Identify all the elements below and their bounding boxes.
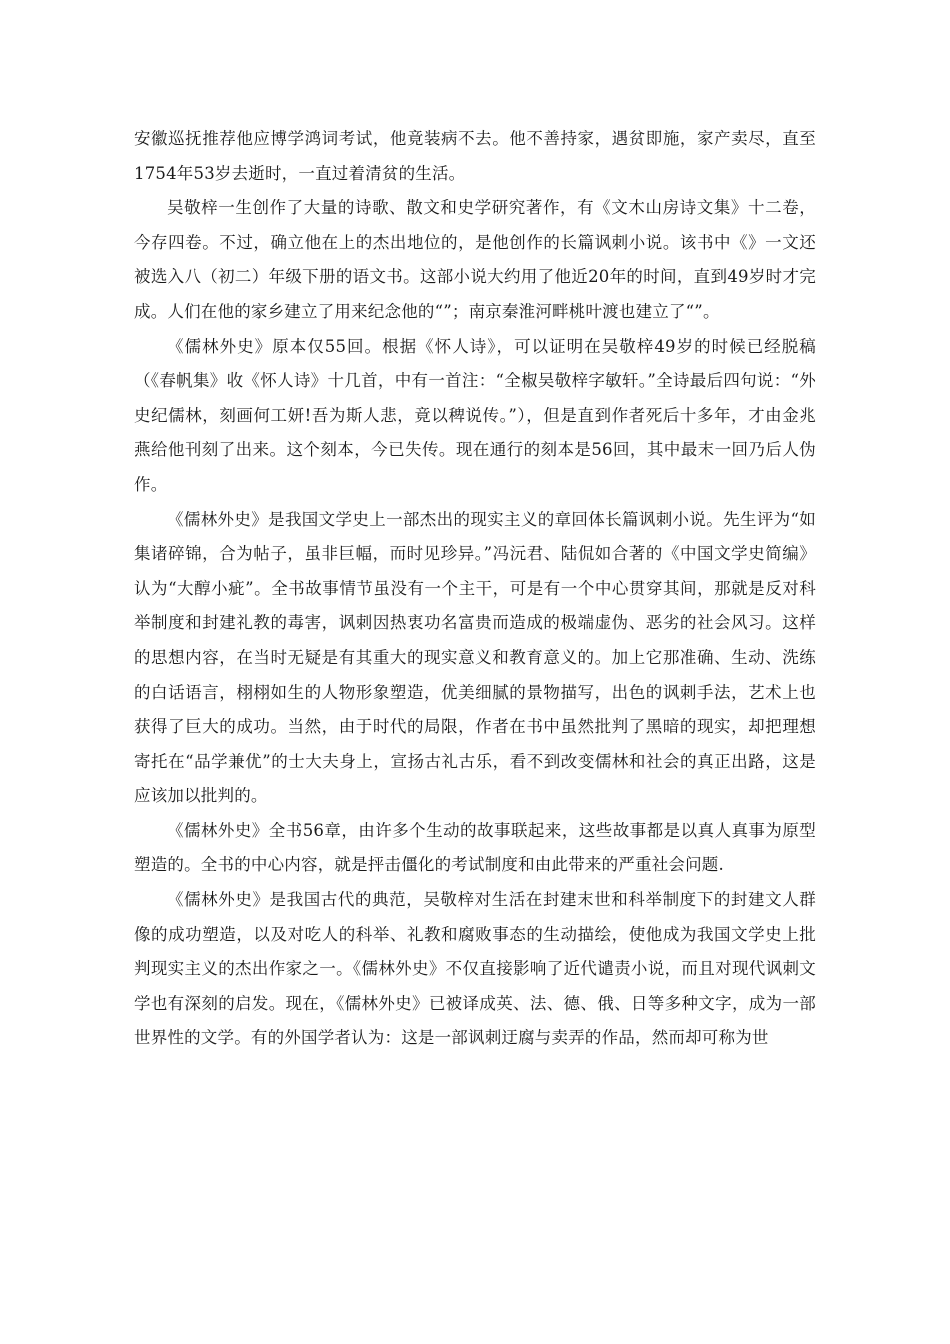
- paragraph-author-works: 吴敬梓一生创作了大量的诗歌、散文和史学研究著作，有《文木山房诗文集》十二卷，今存四卷。不过，确立他在上的杰出地位的，是他创作的长篇讽刺小说。该书中《》一文还被选入八（初二）年级下册的语文书。这部小说大约用了他近20年的时间，直到49岁时才完成。人们在他的家乡建立了用来纪念他的“”；南京秦淮河畔桃叶渡也建立了“”。: [134, 198, 816, 321]
- body-text: [134, 122, 816, 1056]
- paragraph-continuation: 安徽巡抚推荐他应博学鸿词考试，他竟装病不去。他不善持家，遇贫即施，家产卖尽，直至1754年53岁去逝时，一直过着清贫的生活。: [134, 129, 816, 183]
- paragraph-editions: 《儒林外史》原本仅55回。根据《怀人诗》，可以证明在吴敬梓49岁的时候已经脱稿（《春帆集》收《怀人诗》十几首，中有一首注：“全椒吴敬梓字敏轩。”全诗最后四句说：“外史纪儒林，刻画何工妍!吾为斯人悲，竟以稗说传。”），但是直到作者死后十多年，才由金兆燕给他刊刻了出来。这个刻本，今已失传。现在通行的刻本是56回，其中最末一回乃后人伪作。: [134, 336, 816, 494]
- paragraph-evaluation: 《儒林外史》是我国文学史上一部杰出的现实主义的章回体长篇讽刺小说。先生评为“如集诸碎锦，合为帖子，虽非巨幅，而时见珍异。”冯沅君、陆侃如合著的《中国文学史简编》认为“大醇小疵”。全书故事情节虽没有一个主干，可是有一个中心贯穿其间，那就是反对科举制度和封建礼教的毒害，讽刺因热衷功名富贵而造成的极端虚伪、恶劣的社会风习。这样的思想内容，在当时无疑是有其重大的现实意义和教育意义的。加上它那准确、生动、洗练的白话语言，栩栩如生的人物形象塑造，优美细腻的景物描写，出色的讽刺手法，艺术上也获得了巨大的成功。当然，由于时代的局限，作者在书中虽然批判了黑暗的现实，却把理想寄托在“品学兼优”的士大夫身上，宣扬古礼古乐，看不到改变儒林和社会的真正出路，这是应该加以批判的。: [134, 509, 816, 806]
- paragraph-content-summary: 《儒林外史》全书56章，由许多个生动的故事联起来，这些故事都是以真人真事为原型塑造的。全书的中心内容，就是抨击僵化的考试制度和由此带来的严重社会问题.: [134, 820, 816, 875]
- paragraph-influence: 《儒林外史》是我国古代的典范，吴敬梓对生活在封建末世和科举制度下的封建文人群像的成功塑造，以及对吃人的科举、礼教和腐败事态的生动描绘，使他成为我国文学史上批判现实主义的杰出作家之一。《儒林外史》不仅直接影响了近代谴责小说，而且对现代讽刺文学也有深刻的启发。现在，《儒林外史》已被译成英、法、德、俄、日等多种文字，成为一部世界性的文学。有的外国学者认为：这是一部讽刺迂腐与卖弄的作品，然而却可称为世: [134, 890, 816, 1048]
